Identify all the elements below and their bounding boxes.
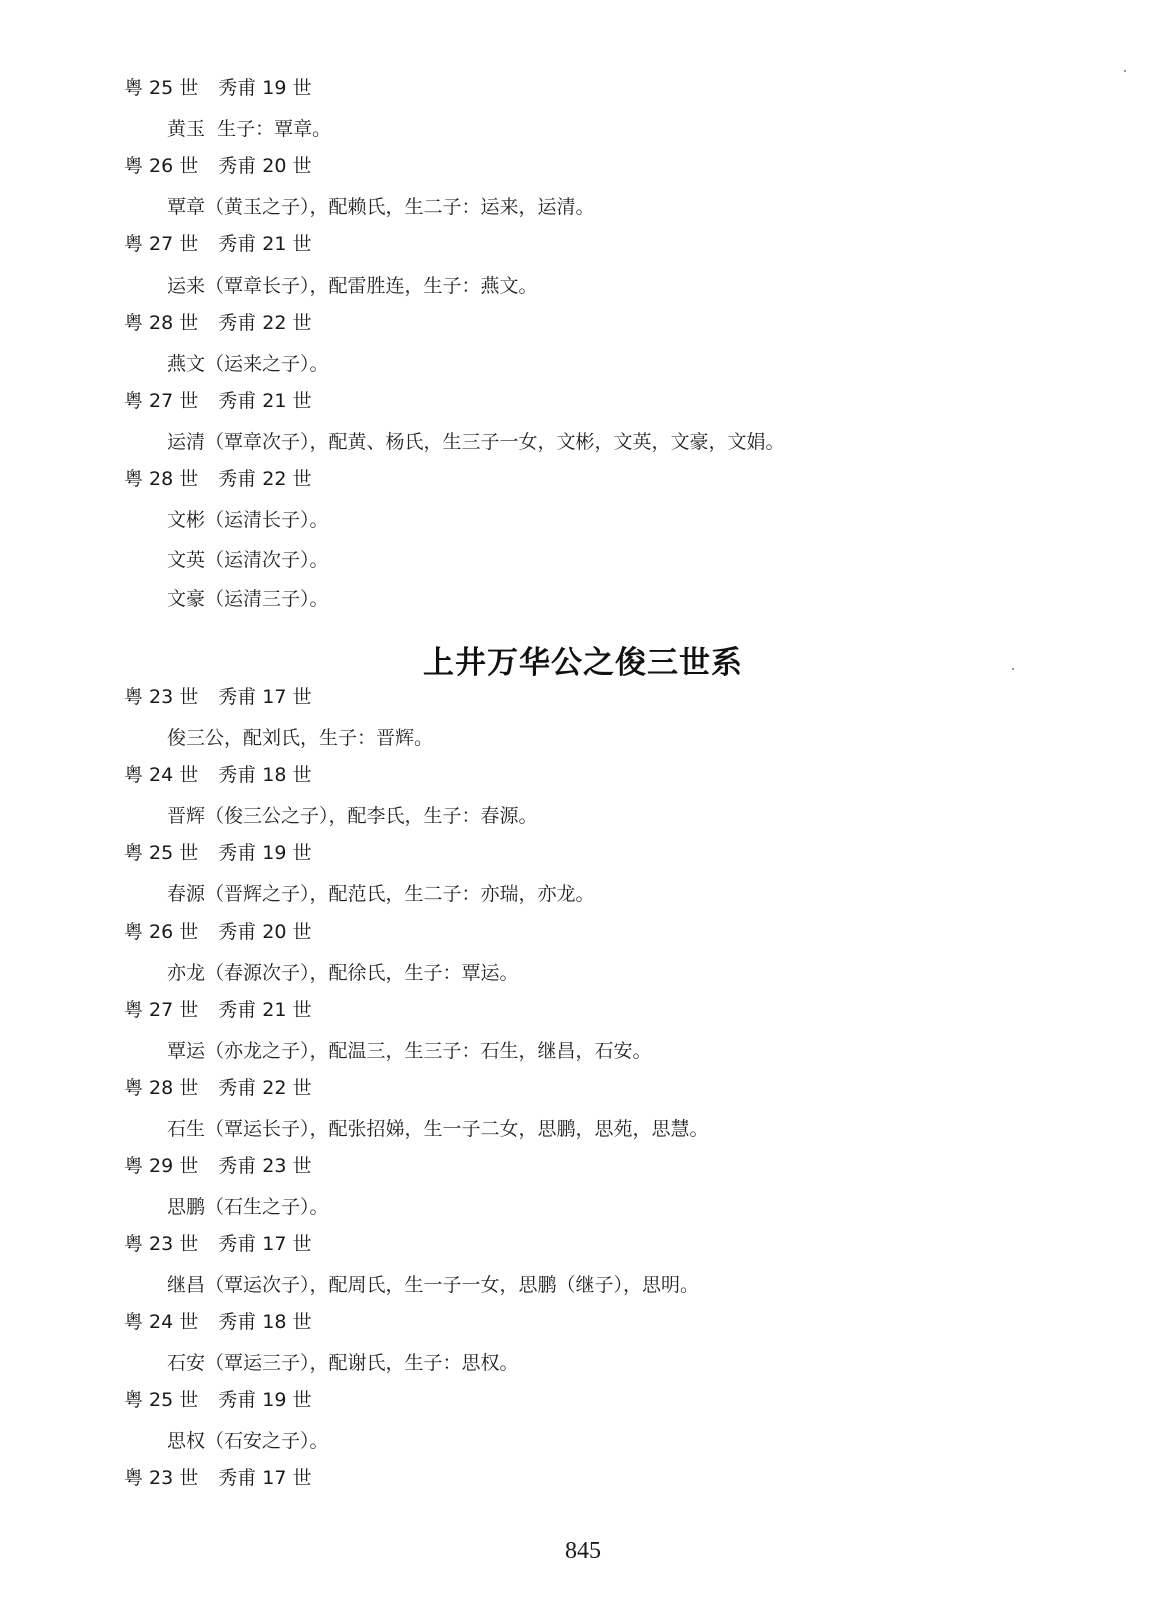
person-name: 俊三公 <box>167 727 225 749</box>
xiufu-generation: 秀甫 17 世 <box>218 1233 312 1255</box>
yue-generation: 粤 27 世 <box>124 390 199 412</box>
person-entry <box>167 885 595 904</box>
yue-generation: 粤 29 世 <box>124 1155 199 1177</box>
person-description: （覃运长子），配张招娣，生一子二女，思鹏，思苑，思慧。 <box>205 1118 709 1140</box>
person-name: 文豪 <box>167 588 206 610</box>
generation-heading <box>124 235 312 254</box>
person-name: 运清 <box>167 431 206 453</box>
person-description: （亦龙之子），配温三，生三子：石生，继昌，石安。 <box>205 1040 652 1062</box>
person-description: （覃章长子），配雷胜连，生子：燕文。 <box>205 275 538 297</box>
person-name: 思权 <box>167 1430 206 1452</box>
person-entry <box>167 729 433 748</box>
xiufu-generation: 秀甫 19 世 <box>218 1389 312 1411</box>
xiufu-generation: 秀甫 17 世 <box>218 686 312 708</box>
generation-heading <box>124 79 312 98</box>
scan-speck <box>1012 668 1014 670</box>
yue-generation: 粤 24 世 <box>124 1311 199 1333</box>
section-title: 上井万华公之俊三世系 <box>423 645 743 681</box>
person-description: 生子：覃章。 <box>217 118 332 140</box>
generation-heading <box>124 688 312 707</box>
person-description: ，配刘氏，生子：晋辉。 <box>224 727 434 749</box>
person-entry <box>167 1120 709 1139</box>
person-name: 石生 <box>167 1118 206 1140</box>
xiufu-generation: 秀甫 22 世 <box>218 312 312 334</box>
generation-heading <box>124 392 312 411</box>
xiufu-generation: 秀甫 22 世 <box>218 468 312 490</box>
generation-heading <box>124 1235 312 1254</box>
generation-heading <box>124 1469 312 1488</box>
person-description: （石安之子）。 <box>205 1430 329 1452</box>
person-entry <box>167 551 329 570</box>
person-description: （运清三子）。 <box>205 588 329 610</box>
generation-heading <box>124 470 312 489</box>
xiufu-generation: 秀甫 18 世 <box>218 1311 312 1333</box>
person-description: （运清长子）。 <box>205 509 329 531</box>
person-description: （黄玉之子），配赖氏，生二子：运来，运清。 <box>205 196 595 218</box>
xiufu-generation: 秀甫 19 世 <box>218 842 312 864</box>
xiufu-generation: 秀甫 23 世 <box>218 1155 312 1177</box>
generation-heading <box>124 1391 312 1410</box>
person-entry <box>167 1198 329 1217</box>
person-name: 覃运 <box>167 1040 206 1062</box>
yue-generation: 粤 28 世 <box>124 1077 199 1099</box>
person-entry <box>167 590 329 609</box>
person-entry <box>167 511 329 530</box>
person-entry <box>167 1432 329 1451</box>
yue-generation: 粤 25 世 <box>124 77 199 99</box>
xiufu-generation: 秀甫 22 世 <box>218 1077 312 1099</box>
xiufu-generation: 秀甫 19 世 <box>218 77 312 99</box>
yue-generation: 粤 28 世 <box>124 312 199 334</box>
generation-heading <box>124 844 312 863</box>
person-description: （覃章次子），配黄、杨氏，生三子一女，文彬，文英，文豪，文娟。 <box>205 431 785 453</box>
generation-heading <box>124 1157 312 1176</box>
person-entry <box>167 433 785 452</box>
yue-generation: 粤 25 世 <box>124 1389 199 1411</box>
person-entry <box>167 277 538 296</box>
person-name: 继昌 <box>167 1274 206 1296</box>
page-number: 845 <box>565 1538 601 1564</box>
xiufu-generation: 秀甫 21 世 <box>218 390 312 412</box>
person-entry <box>167 120 331 139</box>
yue-generation: 粤 23 世 <box>124 1467 199 1489</box>
person-description: （晋辉之子），配范氏，生二子：亦瑞，亦龙。 <box>205 883 595 905</box>
yue-generation: 粤 23 世 <box>124 686 199 708</box>
xiufu-generation: 秀甫 18 世 <box>218 764 312 786</box>
person-name: 亦龙 <box>167 962 206 984</box>
person-name: 运来 <box>167 275 206 297</box>
xiufu-generation: 秀甫 21 世 <box>218 999 312 1021</box>
person-name: 思鹏 <box>167 1196 206 1218</box>
yue-generation: 粤 26 世 <box>124 921 199 943</box>
generation-heading <box>124 314 312 333</box>
xiufu-generation: 秀甫 17 世 <box>218 1467 312 1489</box>
person-description: （春源次子），配徐氏，生子：覃运。 <box>205 962 519 984</box>
person-name: 覃章 <box>167 196 206 218</box>
person-entry <box>167 198 595 217</box>
yue-generation: 粤 27 世 <box>124 233 199 255</box>
person-entry <box>167 1276 699 1295</box>
person-name: 文彬 <box>167 509 206 531</box>
person-name: 晋辉 <box>167 805 206 827</box>
xiufu-generation: 秀甫 20 世 <box>218 921 312 943</box>
generation-heading <box>124 1079 312 1098</box>
person-entry <box>167 1042 652 1061</box>
yue-generation: 粤 25 世 <box>124 842 199 864</box>
person-entry <box>167 1354 519 1373</box>
scan-speck <box>1124 70 1126 72</box>
generation-heading <box>124 766 312 785</box>
person-name: 春源 <box>167 883 206 905</box>
yue-generation: 粤 26 世 <box>124 155 199 177</box>
person-description: （覃运三子），配谢氏，生子：思权。 <box>205 1352 519 1374</box>
person-description: （覃运次子），配周氏，生一子一女，思鹏（继子），思明。 <box>205 1274 700 1296</box>
person-name: 黄玉 <box>167 118 206 140</box>
generation-heading <box>124 923 312 942</box>
person-description: （石生之子）。 <box>205 1196 329 1218</box>
yue-generation: 粤 24 世 <box>124 764 199 786</box>
generation-heading <box>124 1313 312 1332</box>
person-entry <box>167 807 538 826</box>
person-name: 燕文 <box>167 353 206 375</box>
person-description: （运清次子）。 <box>205 549 329 571</box>
person-entry <box>167 964 519 983</box>
generation-heading <box>124 157 312 176</box>
person-name: 文英 <box>167 549 206 571</box>
person-name: 石安 <box>167 1352 206 1374</box>
yue-generation: 粤 28 世 <box>124 468 199 490</box>
person-entry <box>167 355 329 374</box>
yue-generation: 粤 27 世 <box>124 999 199 1021</box>
xiufu-generation: 秀甫 21 世 <box>218 233 312 255</box>
generation-heading <box>124 1001 312 1020</box>
person-description: （俊三公之子），配李氏，生子：春源。 <box>205 805 538 827</box>
yue-generation: 粤 23 世 <box>124 1233 199 1255</box>
person-description: （运来之子）。 <box>205 353 329 375</box>
xiufu-generation: 秀甫 20 世 <box>218 155 312 177</box>
